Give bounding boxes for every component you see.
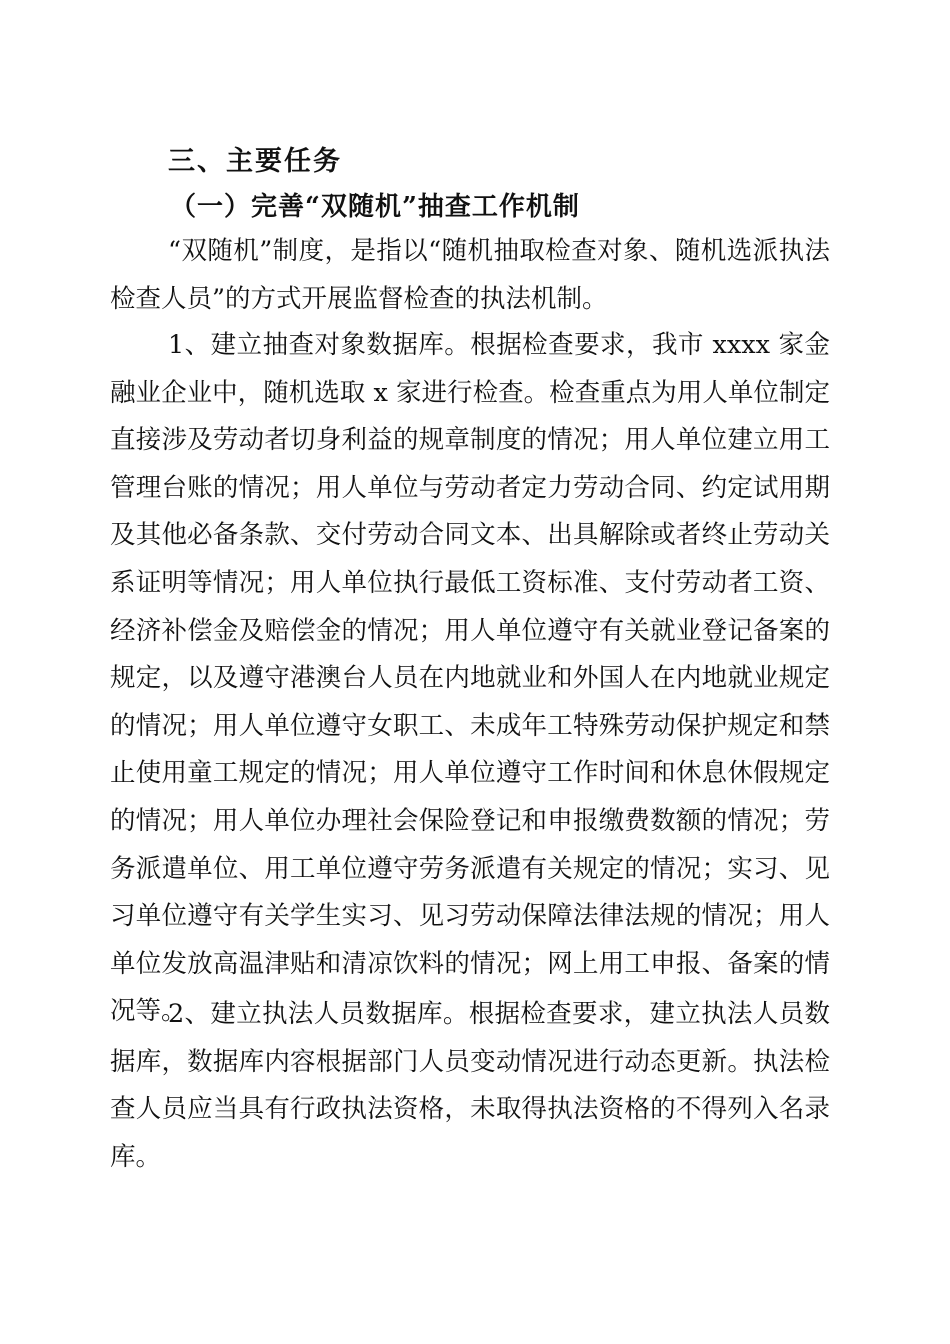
section-heading: 三、主要任务: [168, 146, 342, 177]
paragraph-personnel-database: 2、建立执法人员数据库。根据检查要求，建立执法人员数据库，数据库内容根据部门人员变动情况进行动态更新。执法检查人员应当具有行政执法资格，未取得执法资格的不得列入名录库。: [110, 999, 830, 1172]
paragraph-intro: “双随机”制度，是指以“随机抽取检查对象、随机选派执法检查人员”的方式开展监督检查的执法机制。: [110, 236, 830, 314]
paragraph-object-database: 1、建立抽查对象数据库。根据检查要求，我市 xxxx 家金融业企业中，随机选取 x 家进行检查。检查重点为用人单位制定直接涉及劳动者切身利益的规章制度的情况；用人单位建立用工管理台账的情况；用人单位与劳动者定力劳动合同、约定试用期及其他必备条款、交付劳动合同文本、出具解除或者终止劳动关系证明等情况；用人单位执行最低工资标准、支付劳动者工资、经济补偿金及赔偿金的情况；用人单位遵守有关就业登记备案的规定，以及遵守港澳台人员在内地就业和外国人在内地就业规定的情况；用人单位遵守女职工、未成年工特殊劳动保护规定和禁止使用童工规定的情况；用人单位遵守工作时间和休息休假规定的情况；用人单位办理社会保险登记和申报缴费数额的情况；劳务派遣单位、用工单位遵守劳务派遣有关规定的情况；实习、见习单位遵守有关学生实习、见习劳动保障法律法规的情况；用人单位发放高温津贴和清凉饮料的情况；网上用工申报、备案的情况等。: [110, 330, 830, 1027]
subsection-heading: （一）完善“双随机”抽查工作机制: [170, 192, 580, 222]
